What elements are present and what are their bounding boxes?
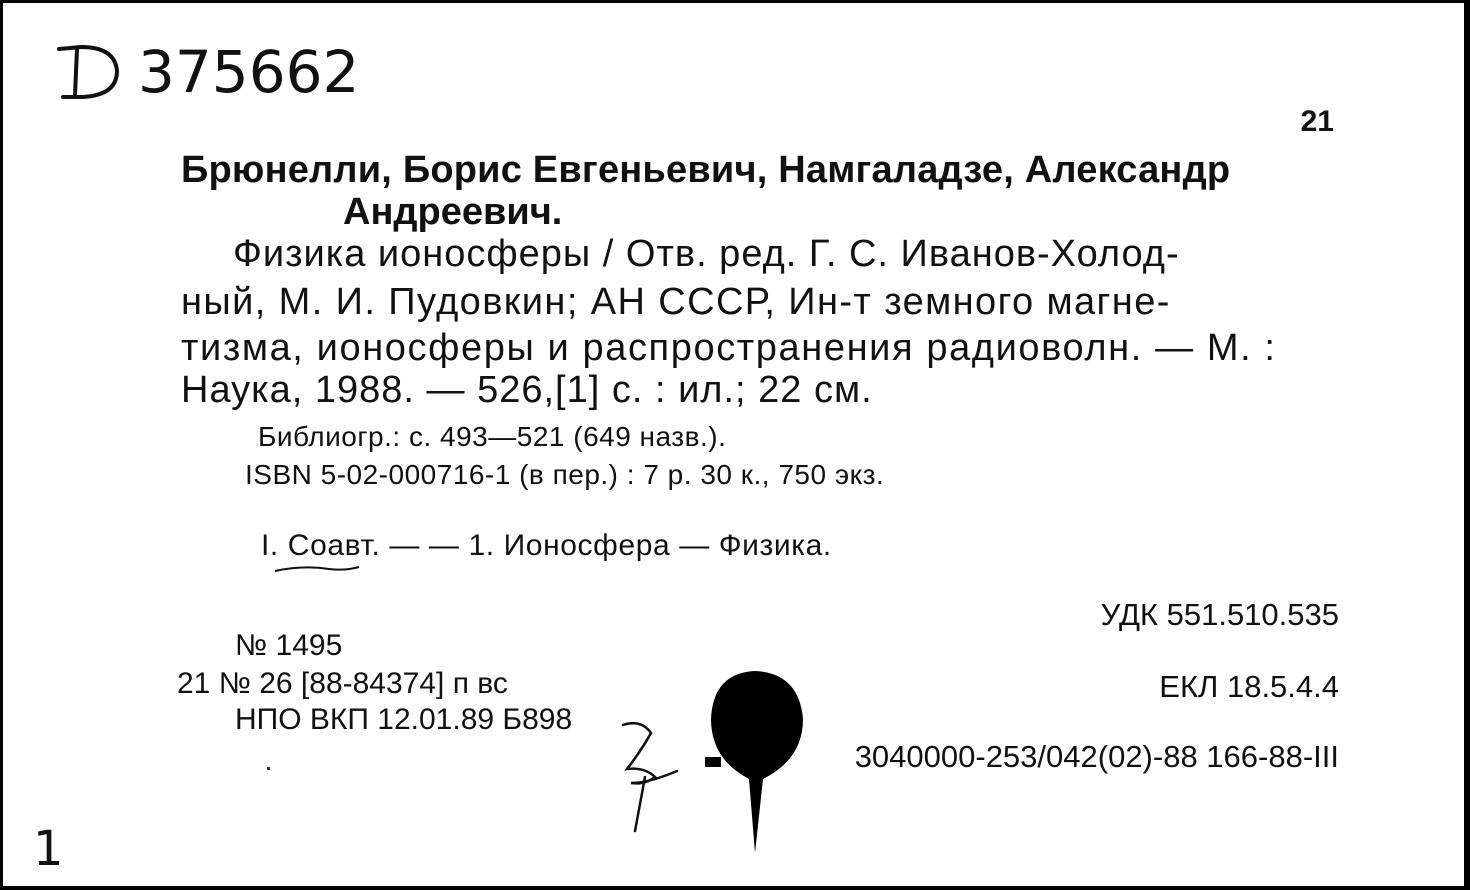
ink-blot bbox=[703, 667, 813, 857]
order-line: 21 № 26 [88-84374] п вс bbox=[177, 667, 508, 700]
call-number: 375662 bbox=[138, 38, 360, 106]
ekl: ЕКЛ 18.5.4.4 bbox=[1159, 669, 1339, 704]
subject-headings: I. Соавт. — — 1. Ионосфера — Физика. bbox=[261, 529, 832, 562]
authors-line-1: Брюнелли, Борис Евгеньевич, Намгаладзе, Александр bbox=[181, 149, 1231, 191]
record-number: № 1495 bbox=[235, 629, 343, 662]
title-line-4: Наука, 1988. — 526,[1] с. : ил.; 22 см. bbox=[181, 369, 873, 411]
speck bbox=[267, 767, 270, 770]
code-line: 3040000-253/042(02)-88 166-88-III bbox=[854, 739, 1339, 774]
bibliography-note: Библиогр.: с. 493—521 (649 назв.). bbox=[258, 421, 727, 452]
handwritten-d-mark bbox=[53, 41, 133, 103]
udk: УДК 551.510.535 bbox=[1100, 597, 1339, 632]
authors-line-2: Андреевич. bbox=[343, 191, 563, 233]
title-line-1: Физика ионосферы / Отв. ред. Г. С. Иванов-Холод- bbox=[233, 233, 1180, 275]
title-line-3: тизма, ионосферы и распространения радиоволн. — М. : bbox=[181, 327, 1277, 369]
corner-number: 21 bbox=[1300, 105, 1334, 138]
underline-squiggle bbox=[273, 563, 363, 577]
isbn-line: ISBN 5-02-000716-1 (в пер.) : 7 р. 30 к., 750 экз. bbox=[245, 459, 885, 490]
npo-line: НПО ВКП 12.01.89 Б898 bbox=[235, 703, 573, 736]
handwritten-mark bbox=[615, 711, 695, 837]
handwritten-number: 1 bbox=[33, 821, 64, 877]
title-line-2: ный, М. И. Пудовкин; АН СССР, Ин-т земного магне- bbox=[181, 281, 1171, 323]
